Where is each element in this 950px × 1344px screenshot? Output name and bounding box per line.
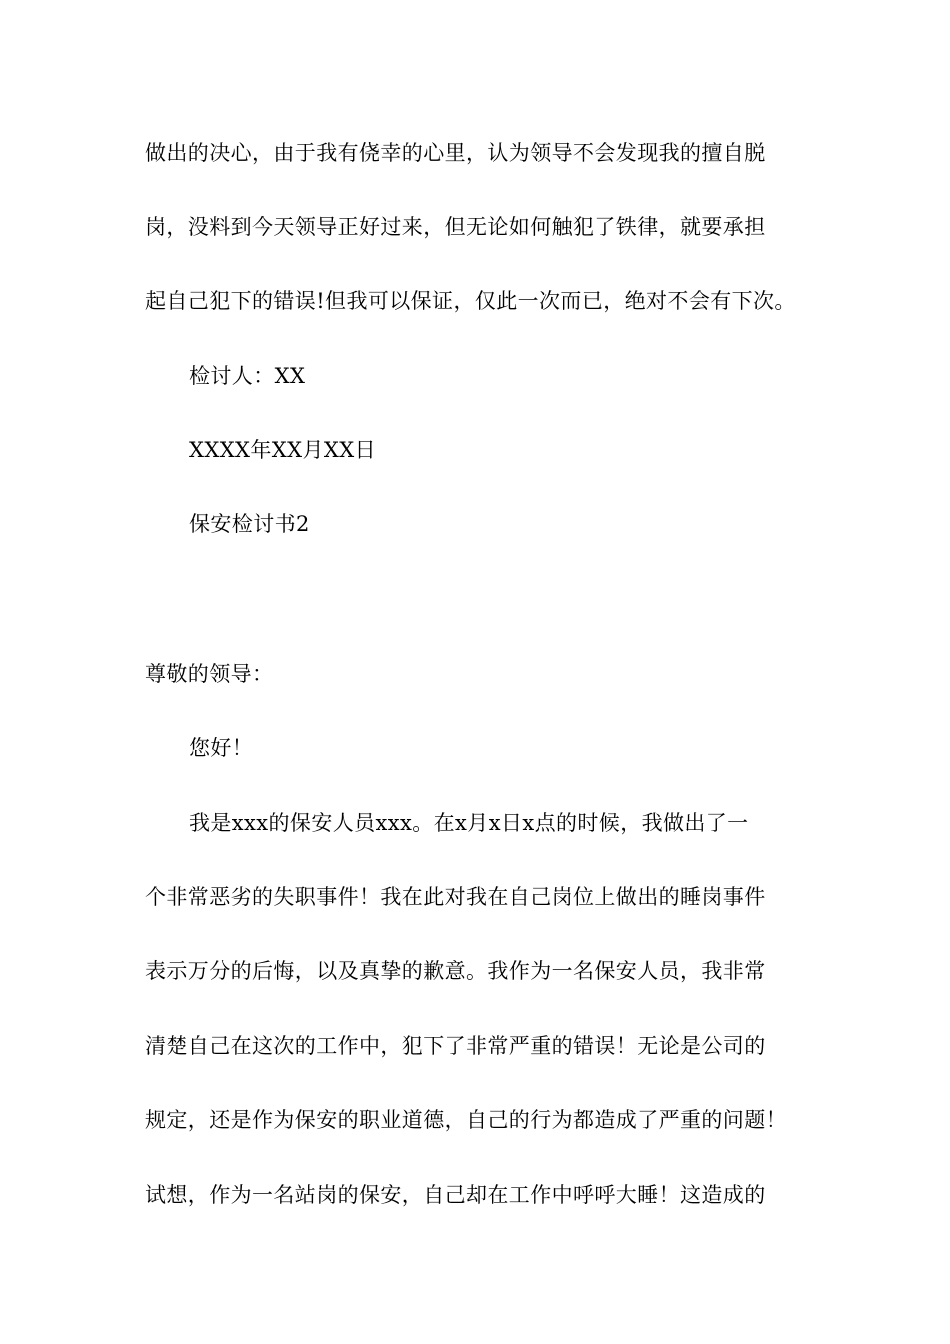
signature-line: 检讨人：XX <box>189 364 306 388</box>
body-text-line: 清楚自己在这次的工作中，犯下了非常严重的错误！无论是公司的 <box>145 1034 766 1058</box>
salutation: 尊敬的领导： <box>145 662 274 686</box>
body-text-line: 做出的决心，由于我有侥幸的心里，认为领导不会发现我的擅自脱 <box>145 141 766 165</box>
body-text-line: 我是xxx的保安人员xxx。在x月x日x点的时候，我做出了一 <box>189 811 749 835</box>
body-text-line: 试想，作为一名站岗的保安，自己却在工作中呼呼大睡！这造成的 <box>145 1183 766 1207</box>
body-text-line: 起自己犯下的错误!但我可以保证，仅此一次而已，绝对不会有下次。 <box>145 289 796 313</box>
body-text-line: 个非常恶劣的失职事件！我在此对我在自己岗位上做出的睡岗事件 <box>145 885 766 909</box>
body-text-line: 表示万分的后悔，以及真挚的歉意。我作为一名保安人员，我非常 <box>145 959 766 983</box>
greeting: 您好！ <box>189 736 254 760</box>
section-title: 保安检讨书2 <box>189 512 310 536</box>
body-text-line: 岗，没料到今天领导正好过来，但无论如何触犯了铁律，就要承担 <box>145 215 766 239</box>
date-line: XXXX年XX月XX日 <box>189 438 377 462</box>
body-text-line: 规定，还是作为保安的职业道德，自己的行为都造成了严重的问题！ <box>145 1108 787 1132</box>
